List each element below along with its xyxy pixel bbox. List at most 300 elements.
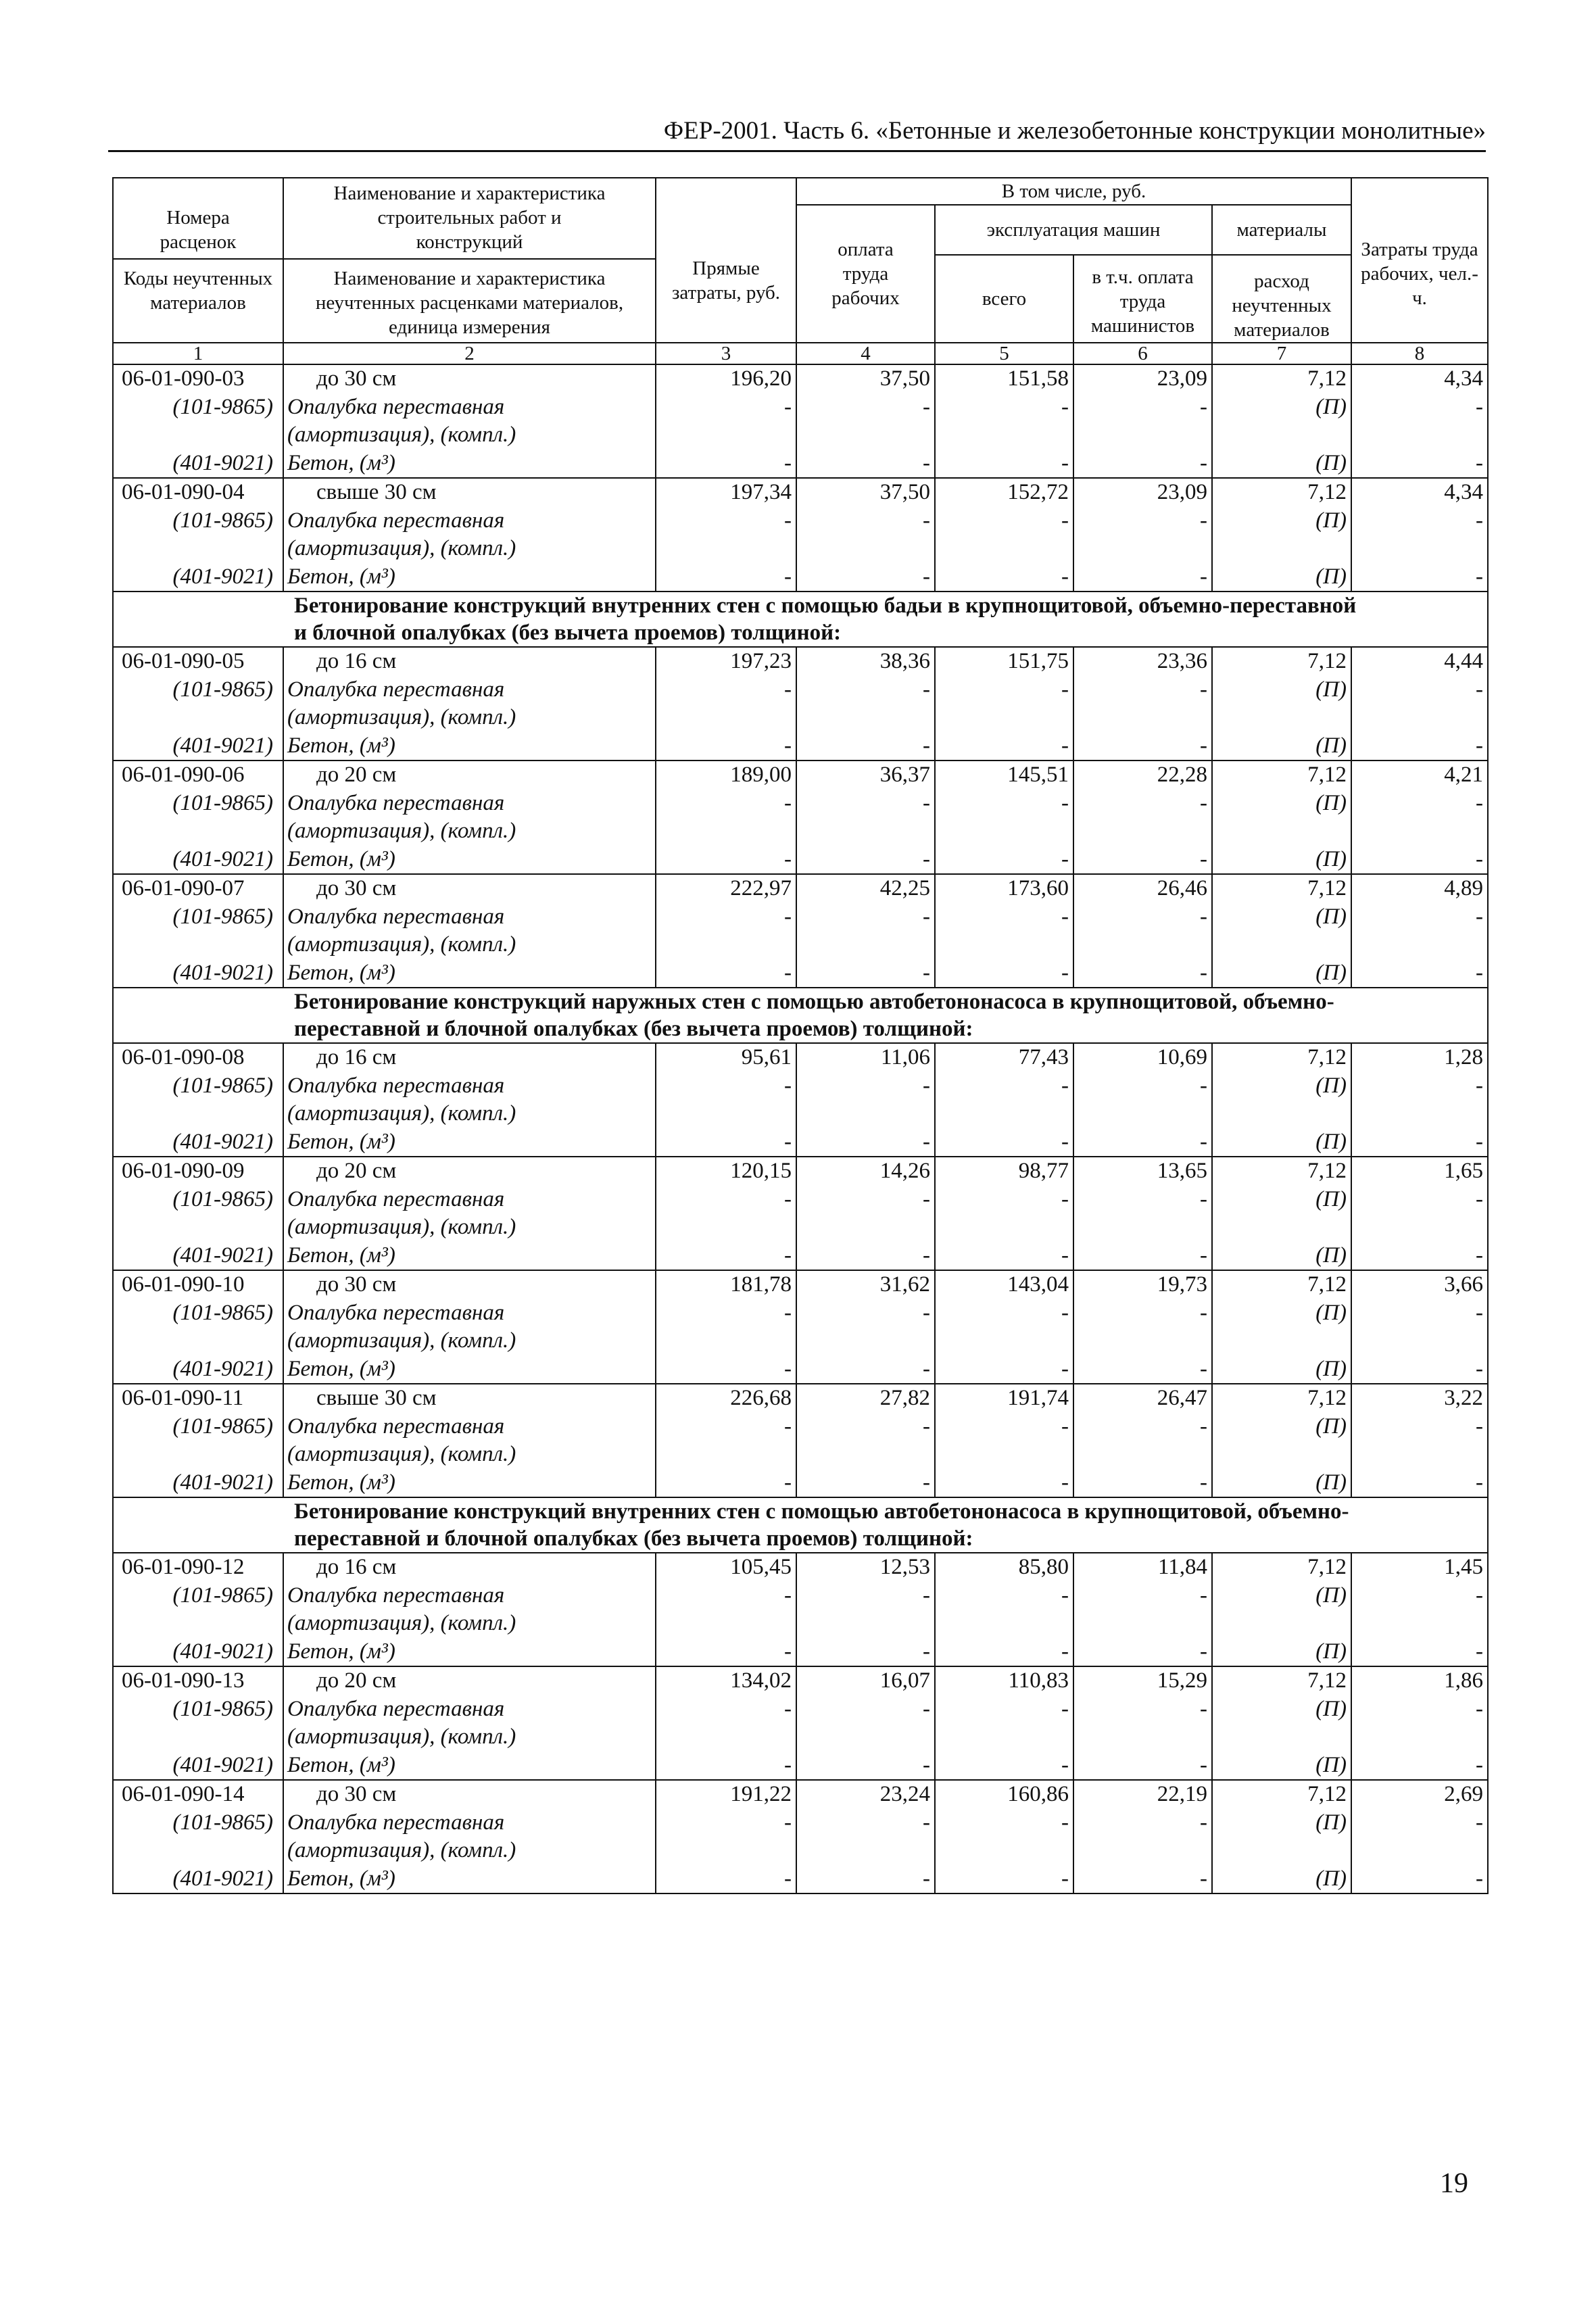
material-name: Бетон, (м³) [283, 1128, 656, 1157]
material-name: Опалубка переставная [283, 393, 656, 422]
machines-cost-cell: - [935, 393, 1073, 422]
material-row-concrete [113, 1355, 1488, 1384]
column-number: 5 [935, 343, 1073, 364]
section-heading-row [113, 592, 1488, 647]
labor-pay-cell: - [796, 507, 935, 535]
material-row-concrete [113, 959, 1488, 988]
empty-cell [113, 1441, 283, 1469]
rate-row [113, 1270, 1488, 1299]
empty-cell [1073, 1100, 1212, 1128]
empty-cell [796, 1837, 935, 1865]
machines-cost-cell: - [935, 1469, 1073, 1498]
machines-cost-cell: - [935, 1809, 1073, 1837]
machinists-pay-cell: - [1073, 1355, 1212, 1384]
rate-row [113, 1384, 1488, 1413]
material-code: (401-9021) [113, 1242, 283, 1271]
empty-cell [1073, 1327, 1212, 1355]
column-number: 6 [1073, 343, 1212, 364]
machines-cost-cell: 85,80 [935, 1553, 1073, 1582]
header-machines-total: всего [935, 255, 1073, 343]
direct-cost-cell: - [656, 1186, 796, 1214]
empty-cell [113, 1610, 283, 1638]
empty-cell [1073, 1837, 1212, 1865]
empty-cell [1212, 1441, 1351, 1469]
materials-cell: 7,12 [1212, 364, 1351, 393]
machinists-pay-cell: - [1073, 1695, 1212, 1724]
material-row-concrete [113, 1128, 1488, 1157]
labor-pay-cell: 23,24 [796, 1780, 935, 1809]
table-body [113, 364, 1488, 1893]
labor-pay-cell: - [796, 393, 935, 422]
empty-cell [1073, 1610, 1212, 1638]
empty-cell [1073, 817, 1212, 846]
material-code: (401-9021) [113, 1355, 283, 1384]
header-materials: материалы [1212, 205, 1351, 255]
material-name: Бетон, (м³) [283, 732, 656, 761]
labor-pay-cell: 11,06 [796, 1043, 935, 1072]
material-row-concrete [113, 732, 1488, 761]
machinists-pay-cell: 13,65 [1073, 1157, 1212, 1186]
empty-cell [796, 421, 935, 450]
direct-cost-cell: 222,97 [656, 874, 796, 903]
machines-cost-cell: 160,86 [935, 1780, 1073, 1809]
material-name: Бетон, (м³) [283, 1752, 656, 1781]
material-name: Опалубка переставная [283, 903, 656, 932]
material-row-continuation [113, 704, 1488, 732]
machinists-pay-cell: - [1073, 676, 1212, 704]
materials-cell: (П) [1212, 959, 1351, 988]
machinists-pay-cell: - [1073, 1072, 1212, 1101]
rate-name: до 16 см [283, 647, 656, 676]
materials-cell: (П) [1212, 507, 1351, 535]
empty-cell [113, 1723, 283, 1752]
empty-cell [1351, 1327, 1488, 1355]
labor-pay-cell: - [796, 1809, 935, 1837]
empty-cell [1351, 704, 1488, 732]
material-name: Опалубка переставная [283, 1809, 656, 1837]
labor-pay-cell: 37,50 [796, 478, 935, 507]
empty-cell [1212, 1100, 1351, 1128]
empty-cell [796, 535, 935, 563]
rate-row [113, 1157, 1488, 1186]
labor-pay-cell: - [796, 1469, 935, 1498]
header-labor-pay: оплата труда рабочих [796, 205, 935, 343]
materials-cell: 7,12 [1212, 874, 1351, 903]
material-row-formwork [113, 1186, 1488, 1214]
material-name: Бетон, (м³) [283, 1638, 656, 1667]
machinists-pay-cell: - [1073, 563, 1212, 592]
labor-hours-cell: - [1351, 846, 1488, 875]
rate-row [113, 874, 1488, 903]
materials-cell: (П) [1212, 676, 1351, 704]
direct-cost-cell: - [656, 790, 796, 818]
material-name: Опалубка переставная [283, 507, 656, 535]
section-heading-line: переставной и блочной опалубках (без вычета проемов) толщиной: [294, 1526, 973, 1551]
labor-pay-cell: - [796, 1752, 935, 1781]
direct-cost-cell: 120,15 [656, 1157, 796, 1186]
material-code: (101-9865) [113, 1413, 283, 1441]
empty-cell [935, 1441, 1073, 1469]
materials-cell: 7,12 [1212, 761, 1351, 790]
materials-cell: (П) [1212, 790, 1351, 818]
empty-cell [935, 931, 1073, 959]
rate-code: 06-01-090-08 [113, 1043, 283, 1072]
machines-cost-cell: - [935, 1299, 1073, 1328]
material-code: (401-9021) [113, 1128, 283, 1157]
empty-cell [1212, 1837, 1351, 1865]
empty-cell [656, 421, 796, 450]
empty-cell [656, 1213, 796, 1242]
empty-cell [935, 1327, 1073, 1355]
empty-cell [1212, 535, 1351, 563]
empty-cell [656, 1100, 796, 1128]
materials-cell: 7,12 [1212, 1384, 1351, 1413]
machinists-pay-cell: 23,36 [1073, 647, 1212, 676]
empty-cell [1351, 1610, 1488, 1638]
material-code: (101-9865) [113, 790, 283, 818]
materials-cell: 7,12 [1212, 1270, 1351, 1299]
machinists-pay-cell: 15,29 [1073, 1666, 1212, 1695]
material-row-continuation [113, 1441, 1488, 1469]
section-heading-line: и блочной опалубках (без вычета проемов) толщиной: [294, 621, 842, 645]
running-header: ФЕР-2001. Часть 6. «Бетонные и железобетонные конструкции монолитные» [108, 116, 1486, 152]
rate-code: 06-01-090-11 [113, 1384, 283, 1413]
header-column-numbers [113, 343, 1488, 364]
materials-cell: (П) [1212, 393, 1351, 422]
machinists-pay-cell: - [1073, 1469, 1212, 1498]
materials-cell: (П) [1212, 1695, 1351, 1724]
direct-cost-cell: 105,45 [656, 1553, 796, 1582]
empty-cell [1073, 931, 1212, 959]
material-row-concrete [113, 1469, 1488, 1498]
empty-cell [1212, 931, 1351, 959]
material-name: Бетон, (м³) [283, 563, 656, 592]
material-code: (101-9865) [113, 903, 283, 932]
labor-hours-cell: 1,45 [1351, 1553, 1488, 1582]
material-row-concrete [113, 1638, 1488, 1667]
materials-cell: 7,12 [1212, 1666, 1351, 1695]
material-name-continued: (амортизация), (компл.) [283, 1610, 656, 1638]
rate-name: до 20 см [283, 1666, 656, 1695]
section-heading-row [113, 988, 1488, 1043]
rate-code: 06-01-090-12 [113, 1553, 283, 1582]
labor-pay-cell: - [796, 563, 935, 592]
direct-cost-cell: - [656, 846, 796, 875]
rate-row [113, 761, 1488, 790]
materials-cell: (П) [1212, 846, 1351, 875]
labor-hours-cell: - [1351, 1413, 1488, 1441]
labor-pay-cell: - [796, 1695, 935, 1724]
empty-cell [113, 704, 283, 732]
empty-cell [935, 421, 1073, 450]
labor-hours-cell: - [1351, 959, 1488, 988]
machines-cost-cell: 145,51 [935, 761, 1073, 790]
material-code: (101-9865) [113, 1186, 283, 1214]
empty-cell [796, 704, 935, 732]
section-heading [113, 1497, 1488, 1553]
machines-cost-cell: - [935, 732, 1073, 761]
materials-cell: (П) [1212, 1638, 1351, 1667]
material-name: Бетон, (м³) [283, 450, 656, 479]
machinists-pay-cell: 26,46 [1073, 874, 1212, 903]
labor-pay-cell: - [796, 1355, 935, 1384]
rate-row [113, 1780, 1488, 1809]
rate-row [113, 364, 1488, 393]
empty-cell [935, 1610, 1073, 1638]
labor-hours-cell: 4,21 [1351, 761, 1488, 790]
labor-hours-cell: - [1351, 450, 1488, 479]
material-name-continued: (амортизация), (компл.) [283, 1723, 656, 1752]
section-heading [113, 592, 1488, 647]
material-name-continued: (амортизация), (компл.) [283, 535, 656, 563]
empty-cell [935, 704, 1073, 732]
empty-cell [935, 1723, 1073, 1752]
empty-cell [1351, 1441, 1488, 1469]
empty-cell [1351, 421, 1488, 450]
machinists-pay-cell: - [1073, 1128, 1212, 1157]
material-row-continuation [113, 817, 1488, 846]
machinists-pay-cell: 23,09 [1073, 364, 1212, 393]
empty-cell [113, 1100, 283, 1128]
material-name: Опалубка переставная [283, 1413, 656, 1441]
machinists-pay-cell: 23,09 [1073, 478, 1212, 507]
labor-hours-cell: - [1351, 1242, 1488, 1271]
direct-cost-cell: 95,61 [656, 1043, 796, 1072]
machines-cost-cell: - [935, 1413, 1073, 1441]
labor-pay-cell: - [796, 732, 935, 761]
machines-cost-cell: 151,75 [935, 647, 1073, 676]
material-name: Бетон, (м³) [283, 1865, 656, 1894]
material-name-continued: (амортизация), (компл.) [283, 1100, 656, 1128]
empty-cell [1212, 1213, 1351, 1242]
rate-row [113, 1666, 1488, 1695]
labor-hours-cell: 4,34 [1351, 364, 1488, 393]
material-name: Опалубка переставная [283, 1186, 656, 1214]
empty-cell [1212, 421, 1351, 450]
machines-cost-cell: 173,60 [935, 874, 1073, 903]
machinists-pay-cell: - [1073, 790, 1212, 818]
material-row-continuation [113, 1100, 1488, 1128]
material-name-continued: (амортизация), (компл.) [283, 1441, 656, 1469]
material-row-continuation [113, 1837, 1488, 1865]
empty-cell [796, 1327, 935, 1355]
header-col1-top: Номера расценок [114, 203, 283, 260]
empty-cell [935, 1100, 1073, 1128]
table-header [113, 178, 1488, 364]
materials-cell: 7,12 [1212, 647, 1351, 676]
rate-code: 06-01-090-04 [113, 478, 283, 507]
empty-cell [1073, 1723, 1212, 1752]
labor-pay-cell: - [796, 450, 935, 479]
material-name-continued: (амортизация), (компл.) [283, 1837, 656, 1865]
materials-cell: 7,12 [1212, 1043, 1351, 1072]
direct-cost-cell: - [656, 1752, 796, 1781]
machinists-pay-cell: - [1073, 1186, 1212, 1214]
material-row-formwork [113, 1299, 1488, 1328]
header-col2-top: Наименование и характеристика строительных работ и конструкций [284, 178, 655, 260]
empty-cell [935, 535, 1073, 563]
material-row-formwork [113, 676, 1488, 704]
material-code: (401-9021) [113, 1865, 283, 1894]
material-code: (101-9865) [113, 1072, 283, 1101]
labor-pay-cell: - [796, 1072, 935, 1101]
direct-cost-cell: - [656, 1865, 796, 1894]
rate-code: 06-01-090-07 [113, 874, 283, 903]
labor-hours-cell: - [1351, 1128, 1488, 1157]
machines-cost-cell: 191,74 [935, 1384, 1073, 1413]
labor-pay-cell: - [796, 959, 935, 988]
labor-hours-cell: - [1351, 1809, 1488, 1837]
materials-cell: (П) [1212, 903, 1351, 932]
machinists-pay-cell: - [1073, 1638, 1212, 1667]
materials-cell: (П) [1212, 1809, 1351, 1837]
machinists-pay-cell: - [1073, 393, 1212, 422]
materials-cell: 7,12 [1212, 1553, 1351, 1582]
machinists-pay-cell: 10,69 [1073, 1043, 1212, 1072]
machines-cost-cell: - [935, 676, 1073, 704]
machines-cost-cell: 152,72 [935, 478, 1073, 507]
machines-cost-cell: - [935, 507, 1073, 535]
machinists-pay-cell: - [1073, 846, 1212, 875]
machines-cost-cell: 151,58 [935, 364, 1073, 393]
material-code: (101-9865) [113, 1582, 283, 1610]
material-row-formwork [113, 1695, 1488, 1724]
section-heading [113, 988, 1488, 1043]
machinists-pay-cell: - [1073, 1582, 1212, 1610]
labor-hours-cell: - [1351, 1355, 1488, 1384]
empty-cell [113, 1327, 283, 1355]
material-code: (101-9865) [113, 393, 283, 422]
direct-cost-cell: - [656, 732, 796, 761]
rate-name: до 16 см [283, 1553, 656, 1582]
labor-hours-cell: - [1351, 732, 1488, 761]
direct-cost-cell: - [656, 676, 796, 704]
empty-cell [1351, 931, 1488, 959]
labor-hours-cell: 1,86 [1351, 1666, 1488, 1695]
direct-cost-cell: 197,34 [656, 478, 796, 507]
materials-cell: (П) [1212, 1299, 1351, 1328]
empty-cell [796, 1723, 935, 1752]
material-name: Опалубка переставная [283, 790, 656, 818]
direct-cost-cell: - [656, 450, 796, 479]
materials-cell: 7,12 [1212, 478, 1351, 507]
empty-cell [1212, 1327, 1351, 1355]
labor-hours-cell: - [1351, 393, 1488, 422]
empty-cell [656, 1327, 796, 1355]
empty-cell [1073, 1213, 1212, 1242]
direct-cost-cell: - [656, 1242, 796, 1271]
rate-row [113, 478, 1488, 507]
empty-cell [113, 817, 283, 846]
material-row-continuation [113, 931, 1488, 959]
materials-cell: 7,12 [1212, 1780, 1351, 1809]
machinists-pay-cell: - [1073, 1413, 1212, 1441]
labor-pay-cell: 27,82 [796, 1384, 935, 1413]
labor-pay-cell: 36,37 [796, 761, 935, 790]
section-heading-line: Бетонирование конструкций внутренних стен с помощью автобетононасоса в крупнощитовой, объемно- [294, 1499, 1349, 1524]
labor-pay-cell: 16,07 [796, 1666, 935, 1695]
material-code: (401-9021) [113, 959, 283, 988]
direct-cost-cell: 191,22 [656, 1780, 796, 1809]
machines-cost-cell: 143,04 [935, 1270, 1073, 1299]
column-number: 2 [283, 343, 656, 364]
empty-cell [113, 1837, 283, 1865]
rate-name: свыше 30 см [283, 1384, 656, 1413]
empty-cell [796, 1610, 935, 1638]
material-name: Опалубка переставная [283, 1072, 656, 1101]
material-code: (401-9021) [113, 1638, 283, 1667]
material-row-continuation [113, 421, 1488, 450]
material-code: (401-9021) [113, 846, 283, 875]
direct-cost-cell: - [656, 1072, 796, 1101]
empty-cell [796, 1100, 935, 1128]
direct-cost-cell: - [656, 1355, 796, 1384]
empty-cell [1351, 535, 1488, 563]
direct-cost-cell: - [656, 1299, 796, 1328]
material-name: Бетон, (м³) [283, 959, 656, 988]
machinists-pay-cell: - [1073, 1752, 1212, 1781]
machines-cost-cell: - [935, 1752, 1073, 1781]
materials-cell: (П) [1212, 1752, 1351, 1781]
empty-cell [1351, 1100, 1488, 1128]
empty-cell [935, 1837, 1073, 1865]
labor-hours-cell: - [1351, 1695, 1488, 1724]
materials-cell: (П) [1212, 1072, 1351, 1101]
empty-cell [113, 535, 283, 563]
materials-cell: 7,12 [1212, 1157, 1351, 1186]
header-machinists-pay: в т.ч. оплата труда машинистов [1073, 255, 1212, 343]
material-row-formwork [113, 1809, 1488, 1837]
labor-hours-cell: - [1351, 1186, 1488, 1214]
materials-cell: (П) [1212, 1355, 1351, 1384]
material-name: Опалубка переставная [283, 1582, 656, 1610]
labor-pay-cell: - [796, 846, 935, 875]
machines-cost-cell: - [935, 1638, 1073, 1667]
labor-hours-cell: - [1351, 563, 1488, 592]
material-name: Опалубка переставная [283, 1695, 656, 1724]
labor-hours-cell: - [1351, 1582, 1488, 1610]
machinists-pay-cell: 11,84 [1073, 1553, 1212, 1582]
empty-cell [796, 1213, 935, 1242]
labor-hours-cell: 2,69 [1351, 1780, 1488, 1809]
rate-code: 06-01-090-03 [113, 364, 283, 393]
machines-cost-cell: - [935, 1072, 1073, 1101]
rate-name: до 30 см [283, 874, 656, 903]
labor-pay-cell: 37,50 [796, 364, 935, 393]
empty-cell [656, 817, 796, 846]
material-code: (401-9021) [113, 450, 283, 479]
material-code: (101-9865) [113, 507, 283, 535]
labor-pay-cell: - [796, 1638, 935, 1667]
empty-cell [1351, 1837, 1488, 1865]
header-col1-bottom: Коды неучтенных материалов [123, 268, 273, 314]
direct-cost-cell: 197,23 [656, 647, 796, 676]
material-name: Бетон, (м³) [283, 1469, 656, 1498]
material-name: Бетон, (м³) [283, 1242, 656, 1271]
material-name: Опалубка переставная [283, 676, 656, 704]
materials-cell: (П) [1212, 1469, 1351, 1498]
material-row-concrete [113, 1752, 1488, 1781]
materials-cell: (П) [1212, 1413, 1351, 1441]
labor-hours-cell: 4,34 [1351, 478, 1488, 507]
labor-pay-cell: - [796, 1186, 935, 1214]
labor-pay-cell: 31,62 [796, 1270, 935, 1299]
material-row-continuation [113, 1327, 1488, 1355]
direct-cost-cell: 226,68 [656, 1384, 796, 1413]
rate-code: 06-01-090-13 [113, 1666, 283, 1695]
machines-cost-cell: 77,43 [935, 1043, 1073, 1072]
empty-cell [113, 931, 283, 959]
